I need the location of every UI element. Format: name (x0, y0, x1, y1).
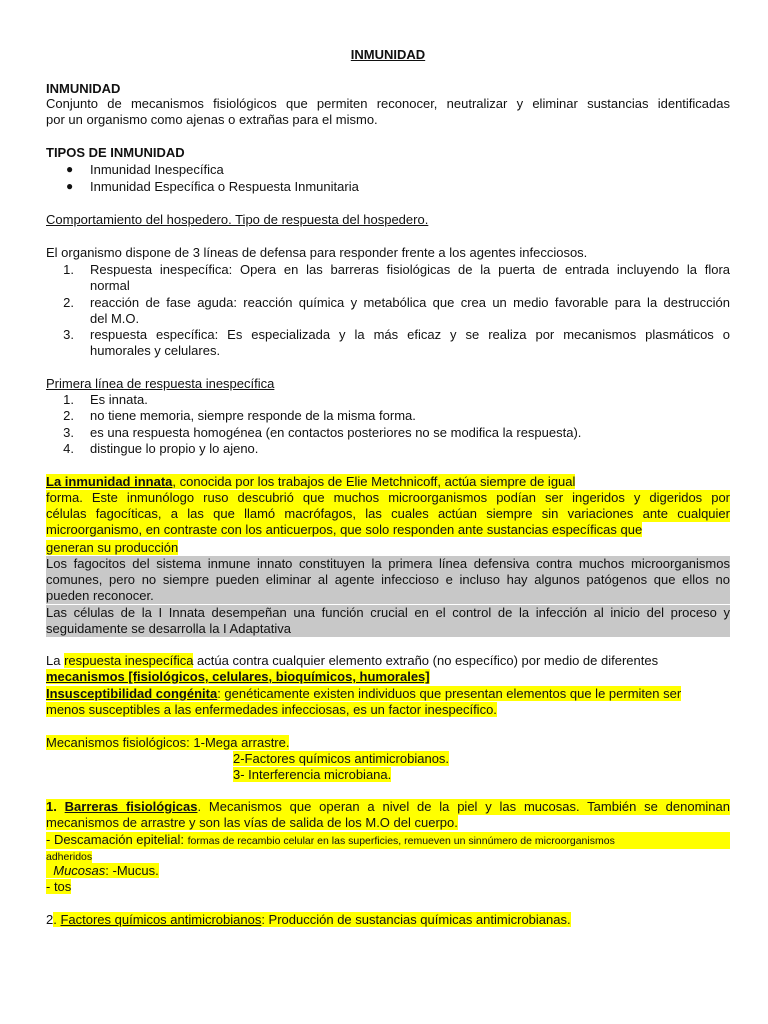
bullet-icon: ● (66, 179, 74, 193)
innata-line-2: forma. Este inmunólogo ruso descubrió que muchos microorganismos podían ser ingeridos y digeridos por (46, 490, 730, 505)
innata-line-5-wrap (46, 540, 730, 556)
barreras-line-2: mecanismos de arrastre y son las vías de salida de los M.O del cuerpo. (46, 815, 458, 830)
primera-item: no tiene memoria, siempre responde de la misma forma. (90, 408, 416, 423)
innata-line-1 (46, 474, 730, 490)
lineas-item-2-line-2: del M.O. (90, 311, 140, 326)
respuesta-line-1 (46, 653, 730, 669)
section-heading-tipos: TIPOS DE INMUNIDAD (46, 145, 185, 160)
mucosas-rest: : -Mucus. (105, 863, 159, 878)
innata-line-5: generan su producción (46, 540, 179, 555)
tos-line-wrap (46, 879, 730, 895)
mecanismos-fisio-line-2: 2-Factores químicos antimicrobianos. (233, 751, 450, 766)
list-number: 1. (63, 262, 74, 277)
mecanismos-fisio-line-2-wrap (233, 751, 733, 767)
page-title: INMUNIDAD (350, 47, 426, 62)
comportamiento-heading (46, 212, 730, 228)
primera-heading (46, 376, 730, 392)
celulas-line-2: seguidamente se desarrolla la I Adaptativa (46, 621, 730, 637)
list-number: 2. (63, 408, 74, 423)
definition-line-2: por un organismo como ajenas o extrañas para el mismo. (46, 112, 378, 127)
mecanismos-fisio-line-3-wrap (233, 767, 733, 783)
respuesta-pre: La (46, 653, 65, 668)
list-number: 3. (63, 425, 74, 440)
list-number: 4. (63, 441, 74, 456)
barreras-rest: . Mecanismos que operan a nivel de la piel y las mucosas. También se denominan (197, 799, 730, 814)
descamacion-line-2: adheridos (46, 851, 93, 863)
innata-line-4: microorganismo, en contraste con los anticuerpos, que solo responden ante sustancias específicas que (46, 522, 643, 537)
insusceptibilidad-line-2-wrap (46, 702, 730, 718)
mecanismos-fisio-line-1: Mecanismos fisiológicos: 1-Mega arrastre. (46, 735, 290, 750)
factores-rest: : Producción de sustancias químicas antimicrobianas. (261, 912, 571, 927)
tos-line: - tos (46, 879, 72, 894)
list-number: 3. (63, 327, 74, 342)
lineas-item-1-line-2: normal (90, 278, 130, 293)
list-number: 1. (63, 392, 74, 407)
insusceptibilidad-term: Insusceptibilidad congénita (46, 686, 218, 701)
respuesta-mecanismos: mecanismos [fisiológicos, celulares, bioquímicos, humorales] (46, 669, 430, 684)
bullet-icon: ● (66, 162, 74, 176)
mecanismos-fisio-line-3: 3- Interferencia microbiana. (233, 767, 392, 782)
lineas-item-1-line-1: Respuesta inespecífica: Opera en las barreras fisiológicas de la puerta de entrada incluyendo la flora (90, 262, 730, 277)
barreras-line-1 (46, 799, 730, 815)
primera-item: distingue lo propio y lo ajeno. (90, 441, 259, 456)
primera-item: Es innata. (90, 392, 148, 407)
innata-term: La inmunidad innata (46, 474, 173, 489)
descamacion-text: formas de recambio celular en las superficies, remueven un sinnúmero de microorganismos (187, 835, 615, 847)
insusceptibilidad-line-1 (46, 686, 730, 702)
barreras-term: Barreras fisiológicas (64, 799, 198, 814)
factores-number: 2 (46, 912, 54, 927)
lineas-item-3-line-1: respuesta específica: Es especializada y la más eficaz y se realiza por mecanismos plasmáticos o (90, 327, 730, 342)
list-number: 2. (63, 295, 74, 310)
factores-line: 2. Factores químicos antimicrobianos: Producción de sustancias químicas antimicrobianas. (46, 912, 571, 927)
factores-term: Factores químicos antimicrobianos (60, 912, 262, 927)
mucosas-line-wrap (46, 863, 730, 879)
insusceptibilidad-rest: : genéticamente existen individuos que presentan elementos que le permiten ser (217, 686, 682, 701)
fagocitos-line-2: comunes, pero no siempre pueden eliminar al agente infeccioso e incluso hay algunos patógenos que ellos no (46, 572, 730, 587)
celulas-line-1: Las células de la I Innata desempeñan una función crucial en el control de la infección al inicio del proceso y (46, 605, 730, 620)
primera-heading-text: Primera línea de respuesta inespecífica (46, 376, 275, 391)
comportamiento-text: Comportamiento del hospedero. Tipo de respuesta del hospedero. (46, 212, 429, 227)
tipos-item: Inmunidad Específica o Respuesta Inmunitaria (90, 179, 359, 194)
barreras-line-2-wrap (46, 815, 730, 831)
mecanismos-fisio-line-1-wrap (46, 735, 730, 751)
definition-line-1: Conjunto de mecanismos fisiológicos que permiten reconocer, neutralizar y eliminar sustancias identificadas (46, 96, 730, 111)
descamacion-label: - Descamación epitelial: (46, 832, 188, 847)
innata-line-3: células fagocíticas, a las que llamó macrófagos, las cuales actúan siempre sin variaciones ante cualquier (46, 506, 730, 521)
mucosas-term: Mucosas (53, 863, 106, 878)
respuesta-term: respuesta inespecífica (64, 653, 194, 668)
insusceptibilidad-line-2: menos susceptibles a las enfermedades infecciosas, es un factor inespecífico. (46, 702, 497, 717)
innata-line-1-rest: , conocida por los trabajos de Elie Metchnicoff, actúa siempre de igual (172, 474, 576, 489)
tipos-item: Inmunidad Inespecífica (90, 162, 224, 177)
descamacion-line-1 (46, 832, 730, 849)
respuesta-rest: actúa contra cualquier elemento extraño (no específico) por medio de diferentes (193, 653, 659, 668)
lineas-item-2-line-1: reacción de fase aguda: reacción química y metabólica que crea un medio favorable para la destrucción (90, 295, 730, 310)
lineas-item-3-line-2: humorales y celulares. (90, 343, 221, 358)
barreras-number: 1. (46, 799, 57, 814)
respuesta-mecanismos-wrap (46, 669, 730, 685)
fagocitos-line-1: Los fagocitos del sistema inmune innato constituyen la primera línea defensiva contra muchos microorganismos (46, 556, 730, 571)
innata-line-4-wrap (46, 522, 730, 538)
section-heading-inmunidad: INMUNIDAD (46, 81, 121, 96)
fagocitos-line-3: pueden reconocer. (46, 588, 730, 604)
lineas-intro: El organismo dispone de 3 líneas de defensa para responder frente a los agentes infecciosos. (46, 245, 588, 260)
primera-item: es una respuesta homogénea (en contactos posteriores no se modifica la respuesta). (90, 425, 582, 440)
